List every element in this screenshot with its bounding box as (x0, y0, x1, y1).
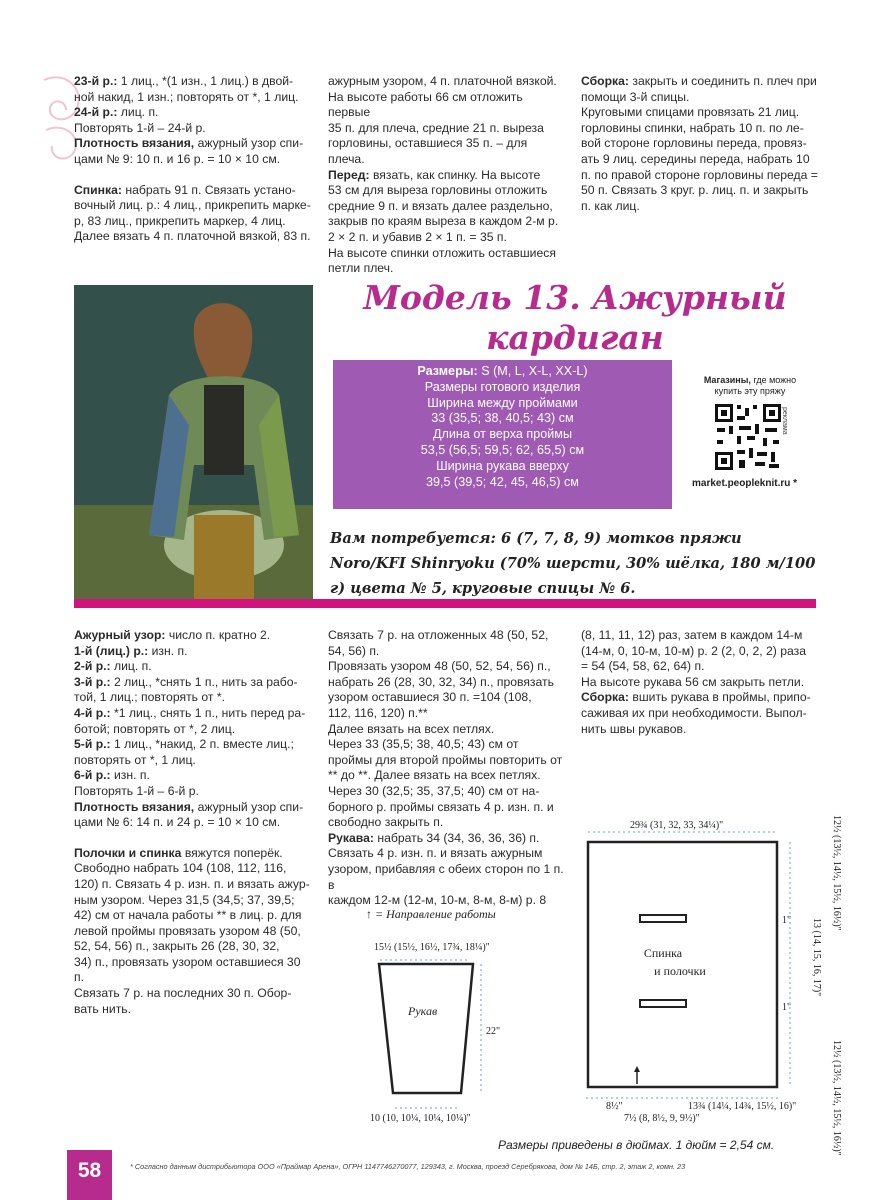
text-line-body: нить швы рукавов. (581, 721, 687, 736)
text-line-body: вязать, как спинку. На высоте (369, 167, 541, 182)
body-right-dim-2: 13 (14, 15, 16, 17)" (811, 918, 822, 997)
text-line-body: 1 лиц., *(1 изн., 1 лиц.) в двой- (117, 74, 294, 88)
text-line-body: = 54 (54, 58, 62, 64) п. (581, 659, 705, 674)
text-line-body: ать 9 лиц. середины переда, набрать 10 (581, 151, 810, 166)
text-line-body: На высоте рукава 56 см закрыть петли. (581, 674, 805, 689)
text-line-body: борного р. проймы связать 4 р. изн. п. и (328, 799, 554, 814)
armhole-slot-2 (640, 1000, 686, 1007)
text-line-body: ботой; повторять от *, 2 лиц. (74, 721, 236, 736)
text-line-body: 112, 116, 120) п.** (328, 705, 428, 720)
text-line-body: узором, прибавляя с обеих сторон по 1 п. в (328, 861, 564, 892)
text-line-body: саживая их при необходимости. Выпол- (581, 705, 807, 720)
inner-dim-2: 1" (782, 1002, 792, 1013)
text-line-body: помощи 3-й спицы. (581, 89, 690, 104)
text-line-bold: 4-й р.: (74, 705, 111, 720)
sleeve-shape (379, 964, 473, 1093)
body-top-dim: 29¾ (31, 32, 33, 34¼)" (630, 820, 724, 831)
shop-url-link[interactable]: market.peopleknit.ru * (692, 478, 798, 489)
sleeve-bottom-dim: 10 (10, 10¼, 10¼, 10¼)" (370, 1113, 471, 1124)
text-line-body: Свободно набрать 104 (108, 112, 116, (74, 861, 287, 876)
text-line-bold: 6-й р.: (74, 768, 111, 783)
text-line-body: ** до **. Далее вязать на всех петлях. (328, 768, 541, 783)
text-line-body: 54, 56) п. (328, 643, 380, 658)
inner-dim-1: 1" (782, 915, 792, 926)
text-line-bold: 2-й р.: (74, 659, 111, 674)
shop-label-rest: где можно купить эту пряжу (714, 375, 797, 396)
footnote: * Согласно данным дистрибьютора ООО «Праймар Арена», ОГРН 1147746270077, 129343, г. Москва, проезд Серебрякова, дом № 14Б, стр. 2, этаж 2, комн. 23 (130, 1162, 686, 1171)
text-line-body: 2 лиц., *снять 1 п., нить за рабо- (110, 674, 298, 689)
text-line-body: 42) см от начала работы ** в лиц. р. для (74, 908, 302, 923)
body-bottom-left-dim: 8½" (606, 1101, 623, 1112)
direction-legend: ↑ = Направление работы (366, 907, 496, 921)
text-line-body: набрать 26 (28, 30, 32, 34) п., провязать (328, 674, 554, 689)
text-line-body: той, 1 лиц.; повторять от *. (74, 690, 225, 705)
text-line-body: закрыв по краям выреза в каждом 2-м р. (328, 214, 559, 229)
text-line-bold: Ажурный узор: (74, 628, 166, 642)
text-line-body: 35 п. для плеча, средние 21 п. выреза (328, 120, 544, 135)
text-line-body: Повторять 1-й – 6-й р. (74, 783, 199, 798)
text-line-body: цами № 9: 10 п. и 16 р. = 10 × 10 см. (74, 151, 281, 166)
sizes-line: Ширина между проймами (427, 395, 578, 410)
text-line-body: Далее вязать на всех петлях. (328, 721, 495, 736)
text-line-body: цами № 6: 14 п. и 24 р. = 10 × 10 см. (74, 815, 281, 830)
sizes-line: 33 (35,5; 38, 40,5; 43) см (431, 411, 574, 426)
text-line-body: изн. п. (148, 643, 188, 658)
text-line-body: число п. кратно 2. (165, 628, 271, 642)
text-line-body: п. по правой стороне горловины переда = (581, 167, 818, 182)
text-line-body: горловины спинки, набрать 10 п. по ле- (581, 120, 804, 135)
text-line-bold: Рукава: (328, 830, 374, 845)
sizes-line: 39,5 (39,5; 42, 45, 46,5) см (426, 474, 579, 489)
text-line-bold: 3-й р.: (74, 674, 111, 689)
sleeve-height-dim: 22" (486, 1026, 501, 1037)
text-line-body: закрыть и соединить п. плеч при (629, 74, 817, 88)
text-line-body: набрать 91 п. Связать устано- (121, 182, 296, 197)
text-line-bold: Плотность вязания, (74, 136, 195, 151)
sleeve-top-dim: 15½ (15½, 16½, 17¾, 18¼)" (374, 942, 490, 953)
text-line-bold: Полочки и спинка (74, 845, 182, 860)
text-line-body: Связать 7 р. на последних 30 п. Обор- (74, 986, 292, 1001)
text-line-body: ажурным узором, 4 п. платочной вязкой. (328, 74, 557, 88)
text-line-body: Связать 4 р. изн. п. и вязать ажурным (328, 846, 543, 861)
text-line-body: изн. п. (110, 768, 150, 783)
text-line-bold: Сборка: (581, 690, 629, 705)
shop-label-bold: Магазины, (703, 375, 751, 385)
text-line-body: Повторять 1-й – 24-й р. (74, 120, 206, 135)
body-bottom-right-dim: 13¾ (14¼, 14¾, 15½, 16)" (688, 1101, 797, 1112)
text-line-body: вочный лиц. р.: 4 лиц., прикрепить марке- (74, 198, 311, 213)
text-line-body: На высоте спинки отложить оставшиеся (328, 245, 556, 260)
inches-note: Размеры приведены в дюймах. 1 дюйм = 2,54 см. (498, 1138, 775, 1152)
text-line-body: узором оставшиеся 30 п. =104 (108, (328, 690, 532, 705)
text-line-body: вой стороне горловины переда, провяз- (581, 136, 807, 151)
shop-vertical-label: реклама (781, 407, 788, 435)
text-line-body: 2 × 2 п. и убавив 2 × 1 п. = 35 п. (328, 229, 507, 244)
body-label-1: Спинка (643, 946, 683, 960)
text-line-body: каждом 12-м (12-м, 10-м, 8-м, 8-м) р. 8 (328, 893, 547, 908)
text-line-body: лиц. п. (117, 105, 159, 120)
text-line-body: свободно закрыть п. (328, 815, 444, 830)
sizes-value: S (M, L, X-L, XX-L) (477, 364, 588, 378)
text-line-body: вать нить. (74, 1001, 132, 1016)
body-label-2: и полочки (654, 964, 706, 978)
text-line-body: (8, 11, 11, 12) раз, затем в каждом 14-м (581, 628, 803, 642)
body-bottom-mid-dim: 7½ (8, 8½, 9, 9½)" (624, 1113, 700, 1124)
body-right-dim-1: 12½ (13½, 14½, 15½, 16½)" (831, 815, 842, 931)
text-line-body: ажурный узор спи- (194, 799, 304, 814)
text-line-body: р, 83 лиц., прикрепить маркер, 4 лиц. (74, 213, 286, 228)
text-line-body: петли плеч. (328, 261, 394, 276)
text-line-body: *1 лиц., снять 1 п., нить перед ра- (110, 705, 306, 720)
text-line-bold: 24-й р.: (74, 105, 118, 120)
text-line-body: вяжутся поперёк. (181, 845, 283, 860)
text-line-bold: 1-й (лиц.) р.: (74, 643, 149, 658)
model-title-line1: Модель 13. Ажурный (363, 278, 787, 317)
text-line-body: п. как лиц. (581, 198, 640, 213)
text-line-body: Далее вязать 4 п. платочной вязкой, 83 п. (74, 229, 311, 244)
text-line-body: горловины, оставшиеся 35 п. – для плеча. (328, 136, 528, 166)
text-line-body: Через 30 (32,5; 35, 37,5; 40) см от на- (328, 783, 540, 798)
model-title-line2: кардиган (486, 318, 664, 357)
text-line-bold: Спинка: (74, 182, 122, 197)
materials-needed: Вам потребуется: 6 (7, 7, 8, 9) мотков пряжи Noro/KFI Shinryoku (70% шерсти, 30% шёлка, 180 м/100 г) цвета № 5, круговые спицы № 6. (330, 530, 816, 597)
sizes-line: Ширина рукава вверху (436, 458, 569, 473)
text-line-body: 120) п. Связать 4 р. изн. п. и вязать ажур- (74, 876, 310, 891)
body-right-dim-3: 12½ (13½, 14½, 15½, 16½)" (831, 1040, 842, 1156)
sizes-label: Размеры: (417, 364, 478, 378)
text-line-body: 50 п. Связать 3 круг. р. лиц. п. и закрыть (581, 183, 809, 198)
sizes-line: Размеры готового изделия (424, 379, 581, 394)
text-line-body: Связать 7 р. на отложенных 48 (50, 52, (328, 628, 549, 642)
text-line-body: (14-м, 0, 10-м, 10-м) р. 2 (2, 0, 2, 2) раза (581, 643, 807, 658)
text-line-body: ным узором. Через 31,5 (34,5; 37, 39,5; (74, 892, 295, 907)
text-line-body: 1 лиц., *накид, 2 п. вместе лиц.; (110, 737, 294, 752)
text-line-body: На высоте работы 66 см отложить первые (328, 89, 523, 120)
text-line-body: ной накид, 1 изн.; повторять от *, 1 лиц. (74, 89, 299, 104)
armhole-slot-1 (640, 915, 686, 922)
text-line-body: 34) п., провязать узором оставшиеся 30 (74, 954, 301, 969)
text-line-body: п. (74, 970, 84, 985)
text-line-bold: Перед: (328, 167, 370, 182)
text-line-body: вшить рукава в проймы, припо- (629, 690, 811, 705)
text-line-body: Круговыми спицами провязать 21 лиц. (581, 105, 800, 120)
sizes-line: 53,5 (56,5; 59,5; 62, 65,5) см (420, 442, 585, 457)
text-line-body: 52, 54, 56) п., закрыть 26 (28, 30, 32, (74, 939, 280, 954)
text-line-body: левой проймы провязать узором 48 (50, (74, 923, 301, 938)
text-line-bold: Плотность вязания, (74, 799, 195, 814)
text-line-body: Провязать узором 48 (50, 52, 54, 56) п., (328, 659, 551, 674)
text-line-body: 53 см для выреза горловины отложить (328, 183, 548, 198)
sizes-line: Длина от верха проймы (432, 427, 572, 442)
text-line-bold: Сборка: (581, 74, 629, 88)
text-line-body: Через 33 (35,5; 38, 40,5; 43) см от (328, 737, 519, 752)
text-line-body: лиц. п. (110, 659, 152, 674)
text-line-body: проймы для второй проймы повторить от (328, 752, 563, 767)
text-line-body: средние 9 п. и вязать далее раздельно, (328, 198, 553, 213)
text-line-body: ажурный узор спи- (194, 136, 304, 151)
text-line-body: набрать 34 (34, 36, 36, 36) п. (373, 830, 540, 845)
page-number: 58 (67, 1150, 112, 1200)
text-line-body: повторять от *, 1 лиц. (74, 752, 196, 767)
text-line-bold: 23-й р.: (74, 74, 118, 88)
text-line-bold: 5-й р.: (74, 737, 111, 752)
sleeve-label: Рукав (408, 1004, 438, 1018)
